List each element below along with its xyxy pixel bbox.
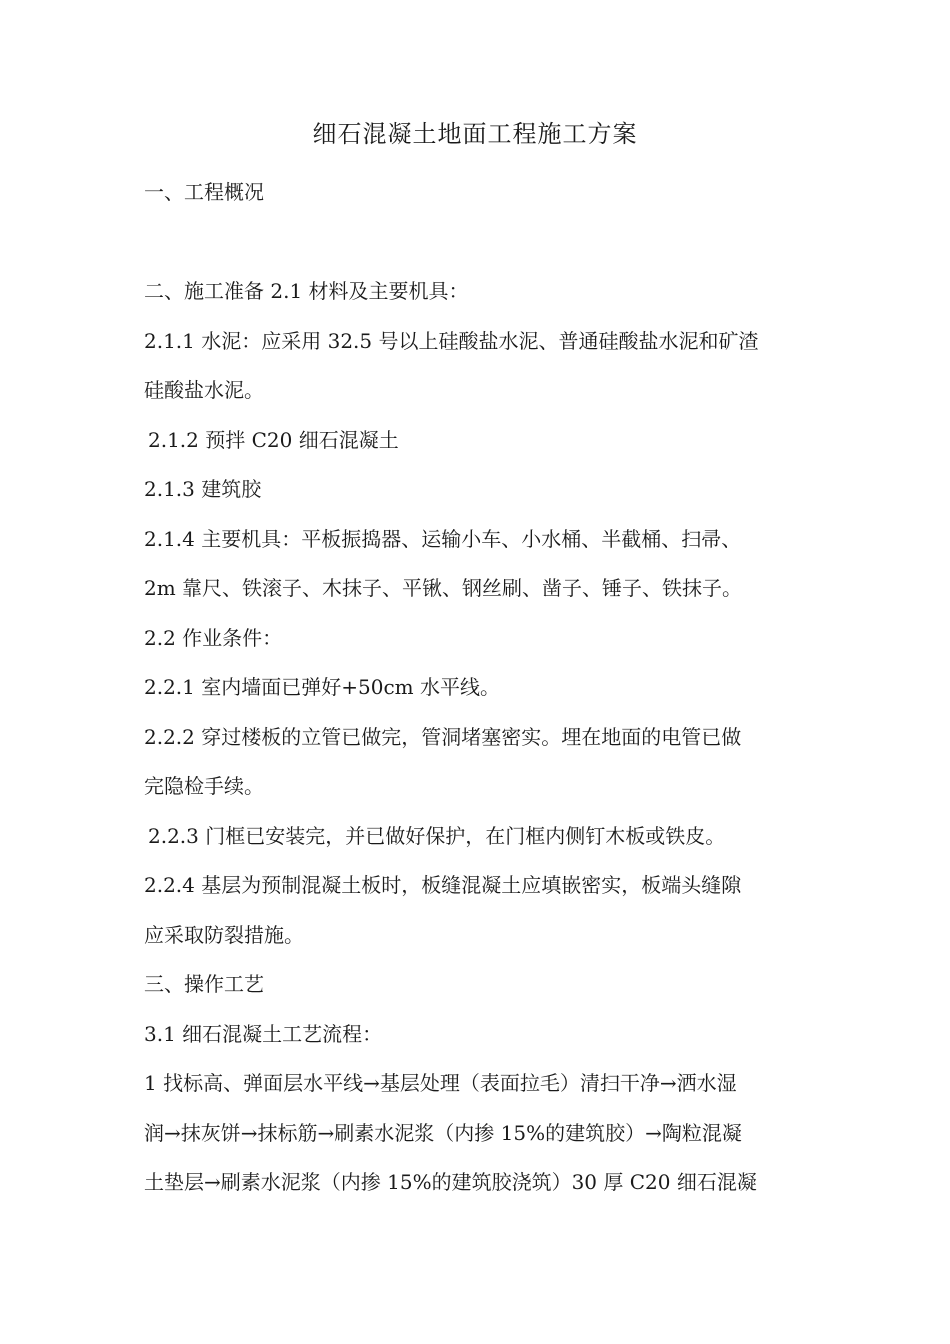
paragraph-line: 2.2.3 门框已安装完，并已做好保护，在门框内侧钉木板或铁皮。 xyxy=(148,823,726,848)
paragraph-line: 2.1.3 建筑胶 xyxy=(144,477,262,501)
document-body xyxy=(144,168,810,1208)
paragraph-line: 1 找标高、弹面层水平线→基层处理（表面拉毛）清扫干净→洒水湿 xyxy=(144,1071,737,1095)
paragraph-line: 2.2.2 穿过楼板的立管已做完，管洞堵塞密实。埋在地面的电管已做 xyxy=(144,724,742,749)
document-title: 细石混凝土地面工程施工方案 xyxy=(312,120,638,148)
paragraph-line: 2.2 作业条件： xyxy=(144,625,283,650)
section-heading: 三、操作工艺 xyxy=(144,972,264,996)
section-heading: 一、工程概况 xyxy=(144,180,264,204)
section-heading: 二、施工准备 2.1 材料及主要机具： xyxy=(144,279,469,303)
paragraph-line: 土垫层→刷素水泥浆（内掺 15%的建筑胶浇筑）30 厚 C20 细石混凝 xyxy=(144,1170,757,1194)
paragraph-line: 2.2.4 基层为预制混凝土板时，板缝混凝土应填嵌密实，板端头缝隙 xyxy=(144,873,742,897)
paragraph-line: 2.1.1 水泥：应采用 32.5 号以上硅酸盐水泥、普通硅酸盐水泥和矿渣 xyxy=(144,328,759,353)
paragraph-line: 3.1 细石混凝土工艺流程： xyxy=(144,1021,383,1046)
paragraph-line: 硅酸盐水泥。 xyxy=(144,378,264,402)
paragraph-line: 2.1.4 主要机具：平板振捣器、运输小车、小水桶、半截桶、扫帚、 xyxy=(144,526,742,551)
paragraph-line: 应采取防裂措施。 xyxy=(144,922,304,947)
paragraph-line: 2.2.1 室内墙面已弹好+50cm 水平线。 xyxy=(144,675,500,699)
paragraph-line: 完隐检手续。 xyxy=(144,774,264,798)
paragraph-line: 润→抹灰饼→抹标筋→刷素水泥浆（内掺 15%的建筑胶）→陶粒混凝 xyxy=(144,1120,742,1145)
paragraph-line: 2m 靠尺、铁滚子、木抹子、平锹、钢丝刷、凿子、锤子、铁抹子。 xyxy=(144,576,743,600)
blank-line xyxy=(144,218,810,268)
paragraph-line: 2.1.2 预拌 C20 细石混凝土 xyxy=(148,427,399,452)
